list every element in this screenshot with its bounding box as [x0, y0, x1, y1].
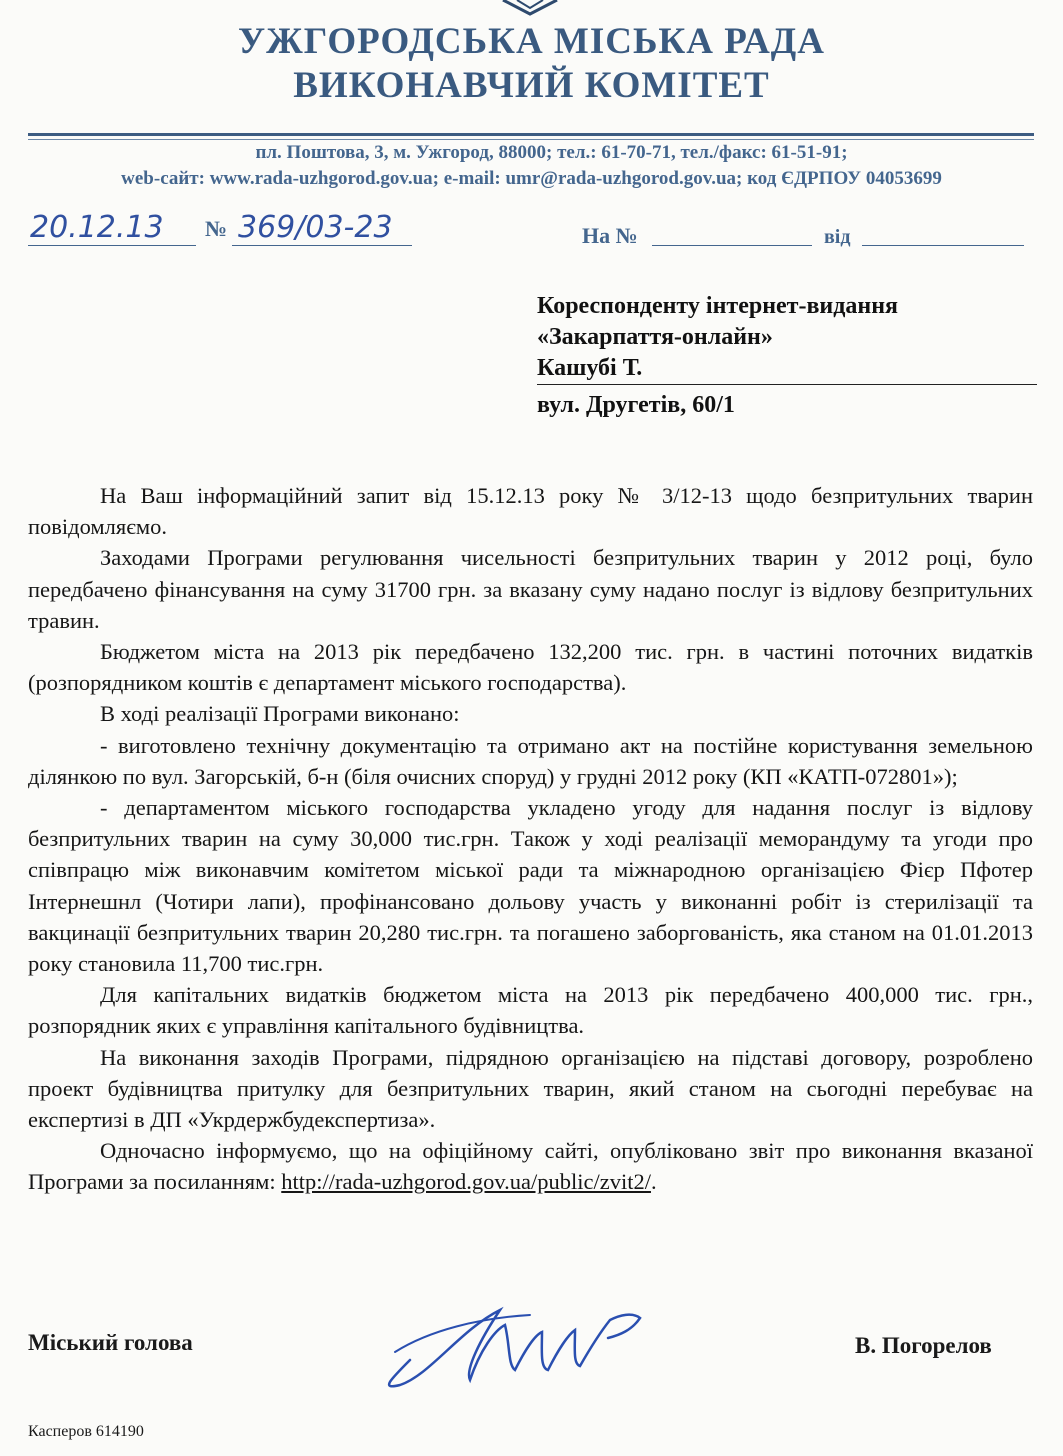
addressee-address: вул. Другетів, 60/1 [537, 392, 735, 418]
reply-to-underline [652, 245, 812, 246]
letter-body [28, 480, 1033, 1198]
body-paragraph-7: Для капітальних видатків бюджетом міста на 2013 рік передбачено 400,000 тис. грн., розпорядник яких є управління капітального будівництва. [28, 982, 1033, 1039]
body-paragraph-3: Бюджетом міста на 2013 рік передбачено 132,200 тис. грн. в частині поточних видатків (розпорядником коштів є департамент міського господарства). [28, 639, 1033, 696]
addressee-divider [537, 384, 1037, 385]
reply-to-label: На № [582, 223, 638, 248]
body-paragraph-9 [28, 1135, 1033, 1197]
org-department: ВИКОНАВЧИЙ КОМІТЕТ [293, 65, 770, 106]
number-label: № [205, 216, 228, 241]
coat-of-arms-icon [495, 0, 565, 16]
outgoing-number: 369/03-23 [238, 210, 393, 245]
reply-date-underline [862, 245, 1024, 246]
body-paragraph-1: На Ваш інформаційний запит від 15.12.13 року № 3/12-13 щодо безпритульних тварин повідомляємо. [28, 483, 1033, 540]
handwritten-signature [370, 1290, 670, 1400]
number-underline [232, 245, 412, 246]
header-divider-thin [28, 139, 1034, 140]
body-paragraph-5: - виготовлено технічну документацію та отримано акт на постійне користування земельною ділянкою по вул. Загорській, б-н (біля очисних споруд) у грудні 2012 року (КП «КАТП-072801»); [28, 732, 1033, 789]
report-link[interactable]: http://rada-uzhgorod.gov.ua/public/zvit2/ [281, 1169, 651, 1195]
body-paragraph-9-end: . [650, 1169, 657, 1195]
executor-note: Касперов 614190 [28, 1423, 144, 1440]
header-divider [28, 133, 1034, 136]
contacts-web: web-сайт: www.rada-uzhgorod.gov.ua; e-mail: umr@rada-uzhgorod.gov.ua; код ЄДРПОУ 04053699 [121, 168, 942, 189]
contacts-address: пл. Поштова, 3, м. Ужгород, 88000; тел.: 61-70-71, тел./факс: 61-51-91; [255, 142, 848, 163]
signatory-name: В. Погорелов [855, 1333, 992, 1358]
body-paragraph-4: В ході реалізації Програми виконано: [100, 701, 460, 727]
addressee-line2: «Закарпаття-онлайн» [537, 324, 773, 350]
outgoing-date: 20.12.13 [30, 210, 164, 245]
date-underline [28, 245, 196, 246]
body-paragraph-2: Заходами Програми регулювання чисельності безпритульних тварин у 2012 році, було передбачено фінансування на суму 31700 грн. за вказану суму надано послуг із відлову безпритульних травин. [28, 545, 1033, 633]
addressee-line1: Кореспонденту інтернет-видання [537, 293, 899, 319]
addressee-line3: Кашубі Т. [537, 355, 643, 381]
reply-date-label: від [824, 226, 851, 248]
body-paragraph-6: - департаментом міського господарства укладено угоду для надання послуг із відлову безпритульних тварин на суму 30,000 тис.грн. Також у ході реалізації меморандуму та угоди про співпрацю між виконавчим комітетом міської ради та міжнародною організацією Фієр Пфотер Інтернешнл (Чотири лапи), профінансовано дольову участь у виконанні робіт із стерилізації та вакцинації безпритульних тварин 20,280 тис.грн. та погашено заборгованість, яка станом на 01.01.2013 року становила 11,700 тис.грн. [28, 795, 1033, 977]
org-name: УЖГОРОДСЬКА МІСЬКА РАДА [238, 21, 825, 62]
signatory-title: Міський голова [28, 1330, 193, 1355]
body-paragraph-8: На виконання заходів Програми, підрядною організацією на підставі договору, розроблено проект будівництва притулку для безпритульних тварин, який станом на сьогодні перебуває на експертизі в ДП «Укрдержбудекспертиза». [28, 1044, 1033, 1133]
body-paragraph-9-text: Одночасно інформуємо, що на офіційному сайті, опубліковано звіт про виконання вказаної Програми за посиланням: [28, 1138, 1033, 1195]
